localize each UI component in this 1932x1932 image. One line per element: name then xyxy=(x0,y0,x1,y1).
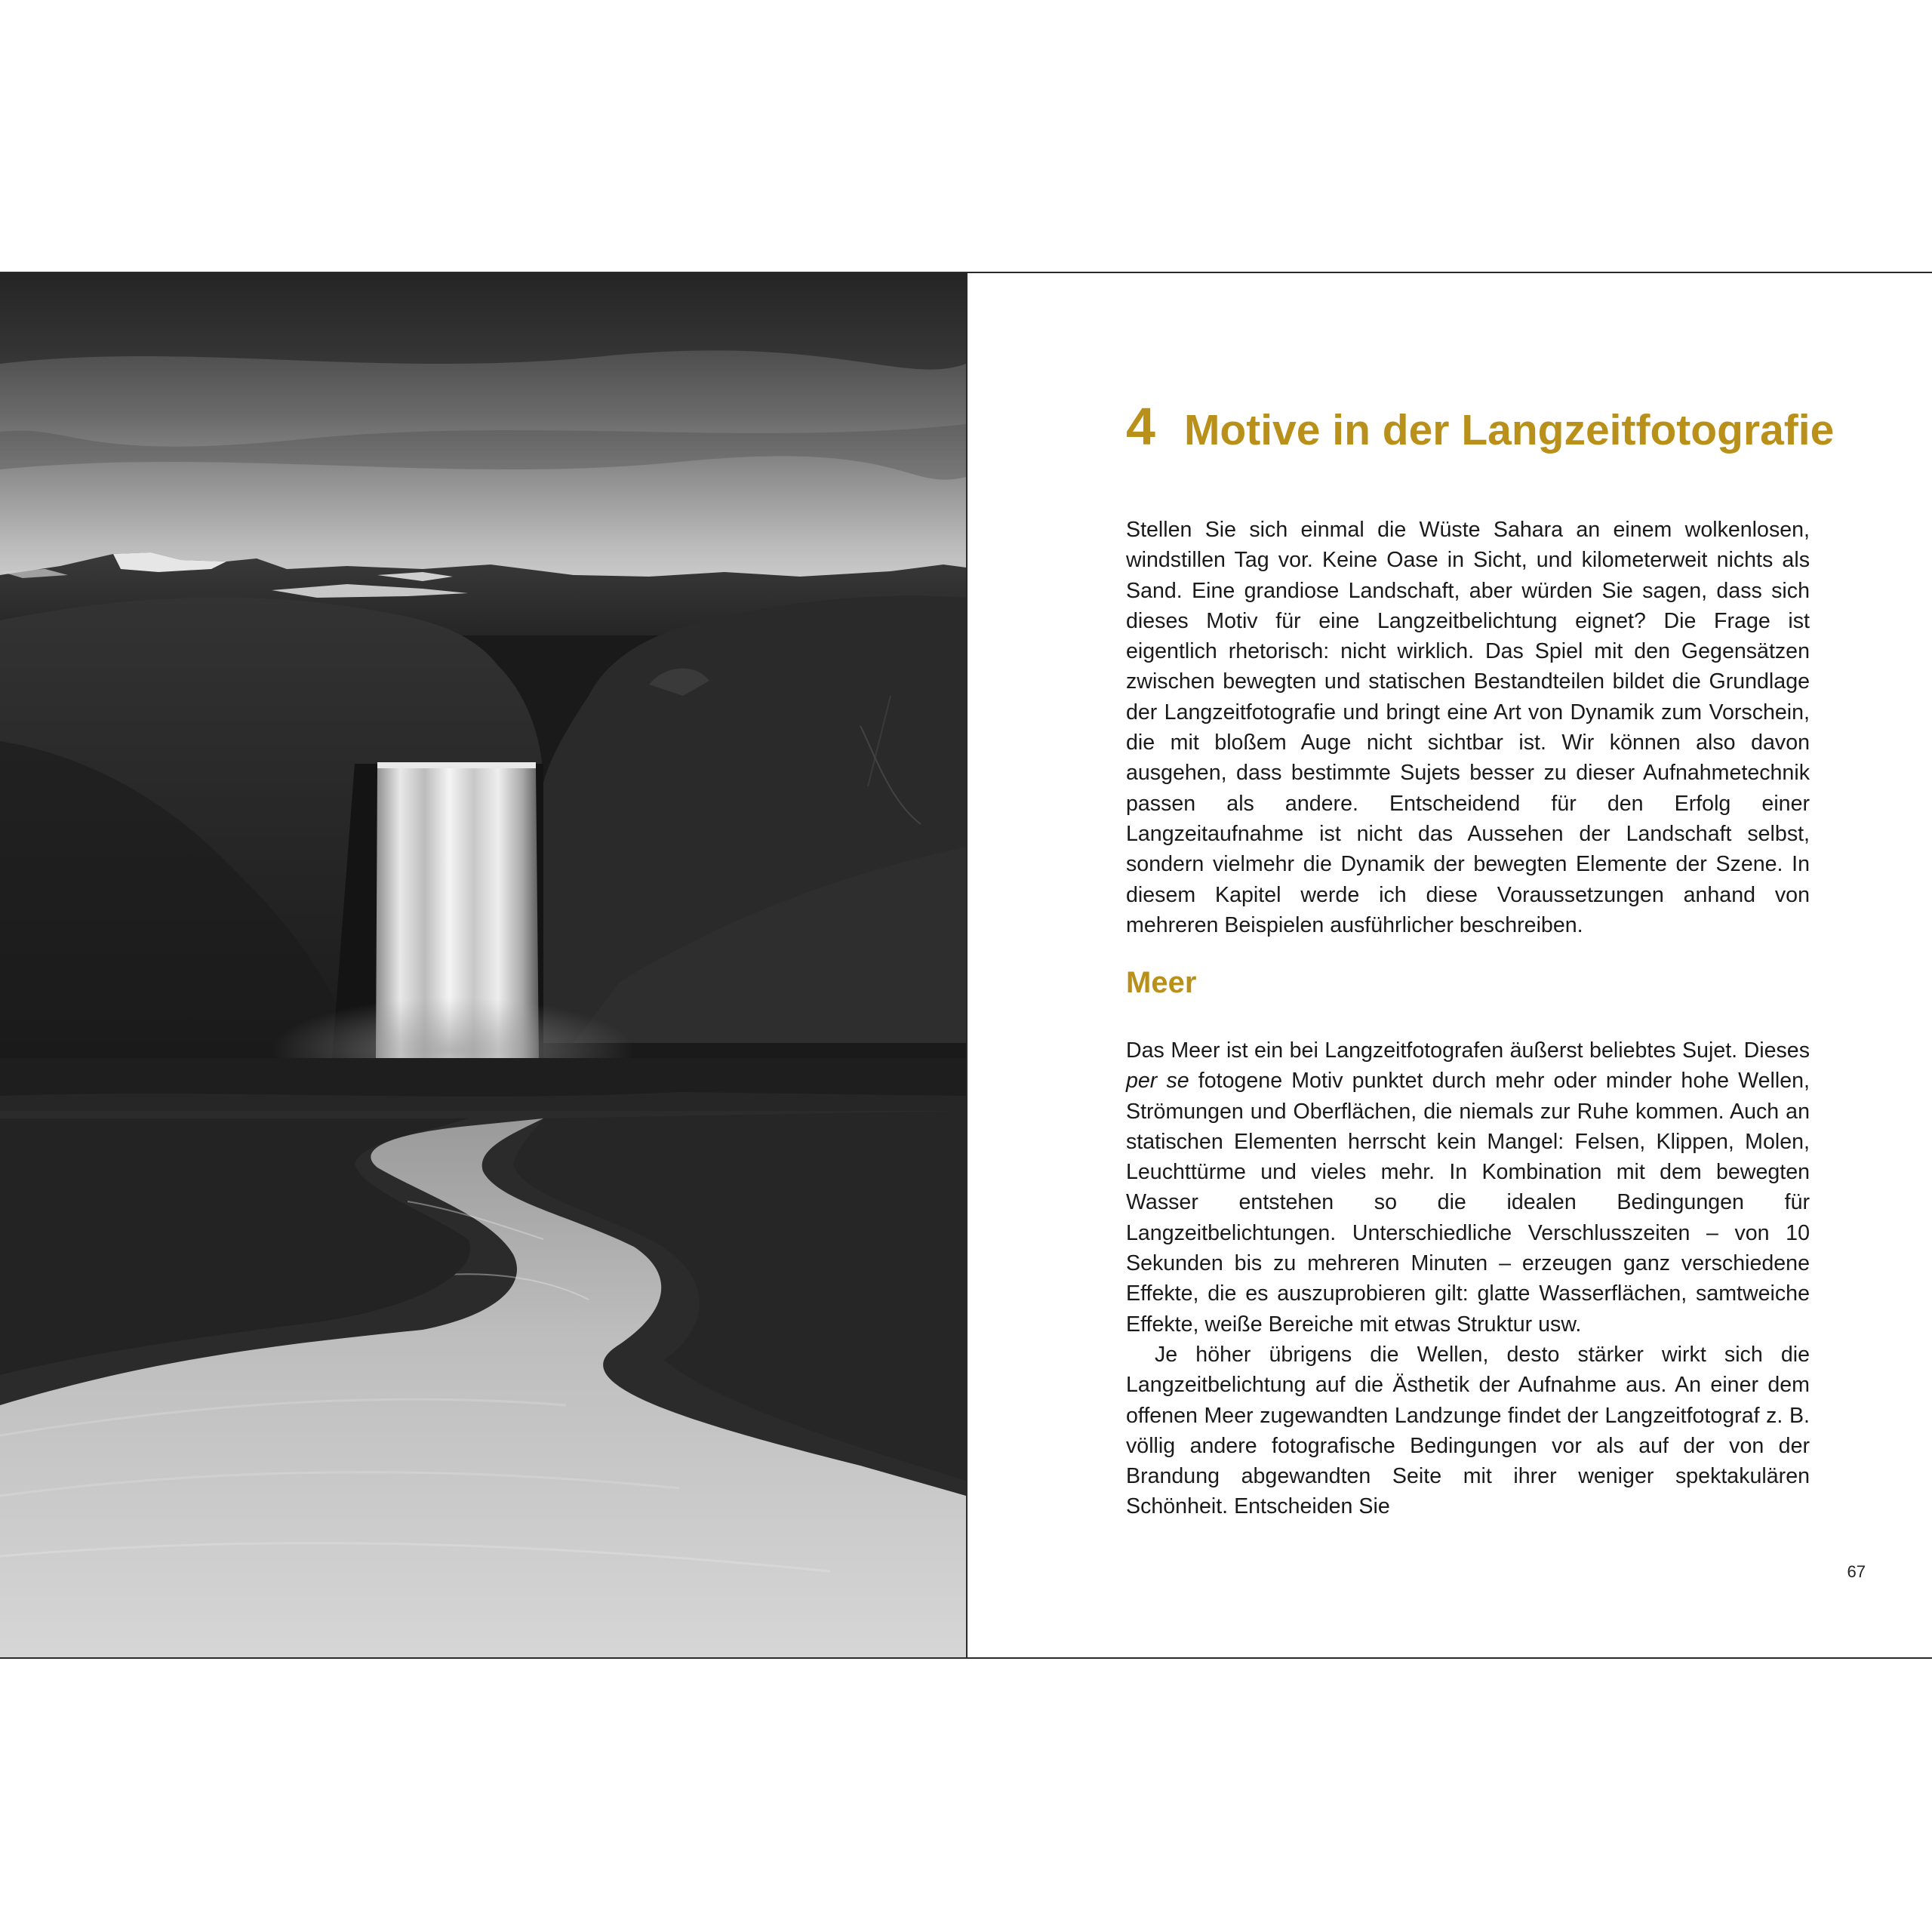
text-page xyxy=(968,273,1932,1657)
section-heading-meer: Meer xyxy=(1126,966,1197,999)
intro-paragraph: Stellen Sie sich einmal die Wüste Sahara an einem wolkenlosen, windstillen Tag vor. Keine Oase in Sicht, und kilometerweit nichts als Sand. Eine grandiose Landschaft, aber würden Sie sagen, dass sich dieses Motiv für eine Langzeitbelichtung eignet? Die Frage ist eigentlich rhetorisch: nicht wirklich. Das Spiel mit den Gegensätzen zwischen bewegten und statischen Bestandteilen bildet die Grundlage der Langzeitfotografie und bringt eine Art von Dynamik zum Vorschein, die mit bloßem Auge nicht sichtbar ist. Wir können also davon ausgehen, dass bestimmte Sujets besser zu dieser Aufnahmetechnik passen als andere. Entscheidend für den Erfolg einer Langzeitaufnahme ist nicht das Aussehen der Landschaft selbst, sondern vielmehr die Dynamik der bewegten Elemente der Szene. In diesem Kapitel werde ich diese Voraussetzungen anhand von mehreren Beispielen ausführlicher beschreiben. xyxy=(1126,518,1810,937)
section-text xyxy=(1126,1035,1810,1522)
chapter-title: Motive in der Langzeitfotografie xyxy=(1183,406,1835,454)
intro-text xyxy=(1126,515,1810,940)
paragraph-1-end: fotogene Motiv punktet durch mehr oder minder hohe Wellen, Strömungen und Oberflächen, die niemals zur Ruhe kommen. Auch an statischen Elementen herrscht kein Mangel: Felsen, Klippen, Molen, Leuchttürme und vieles mehr. In Kombination mit dem bewegten Wasser entstehen so die idealen Bedingungen für Langzeitbelichtungen. Unterschiedliche Verschlusszeiten – von 10 Sekunden bis zu mehreren Minuten – erzeugen ganz verschiedene Effekte, die es auszuprobieren gilt: glatte Wasserflächen, samtweiche Effekte, weiße Bereiche mit etwas Struktur usw. xyxy=(1126,1069,1810,1337)
section-paragraph-1 xyxy=(1126,1035,1810,1340)
paragraph-1-italic: per se xyxy=(1126,1069,1189,1094)
paragraph-1-start: Das Meer ist ein bei Langzeitfotografen äußerst beliebtes Sujet. Dieses xyxy=(1126,1038,1810,1063)
waterfall-photo xyxy=(0,273,968,1657)
section-paragraph-2: Je höher übrigens die Wellen, desto stärker wirkt sich die Langzeitbelichtung auf die Ästhetik der Aufnahme aus. An einer dem offenen Meer zugewandten Landzunge findet der Langzeitfotograf z. B. völlig andere fotografische Bedingungen vor als auf der von der Brandung abgewandten Seite mit ihrer weniger spektakulären Schönheit. Entscheiden Sie xyxy=(1126,1342,1810,1519)
book-spread xyxy=(0,272,1932,1659)
chapter-heading xyxy=(1126,397,1835,456)
waterfall-photo-icon xyxy=(0,273,966,1657)
page-number: 67 xyxy=(1847,1562,1866,1581)
chapter-number: 4 xyxy=(1126,397,1155,456)
